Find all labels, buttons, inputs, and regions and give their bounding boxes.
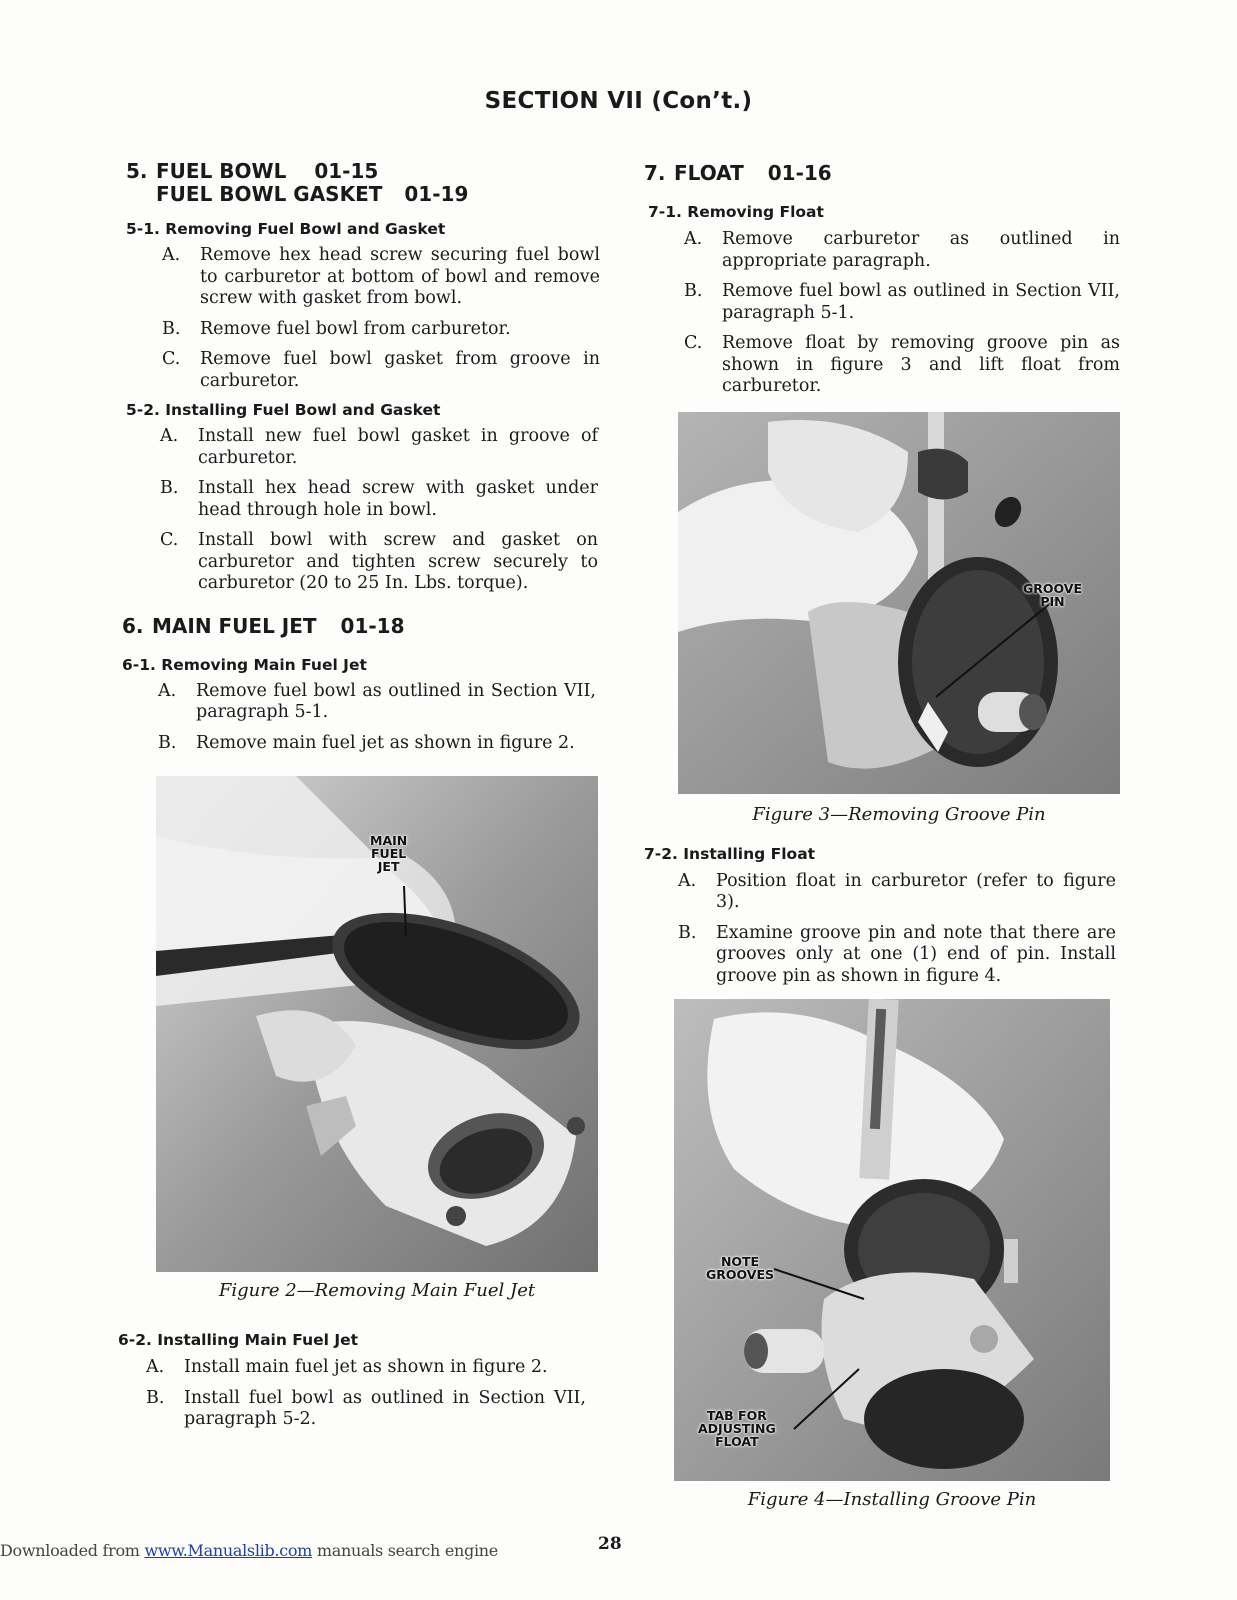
list-item: B. Remove fuel bowl as outlined in Section VII, paragraph 5-1. (684, 281, 1120, 323)
manualslib-link[interactable]: www.Manualslib.com (144, 1541, 313, 1560)
subsection-7-2-heading: 7-2. Installing Float (644, 844, 816, 863)
figure-3-photo (678, 412, 1120, 794)
list-item: B. Remove main fuel jet as shown in figure 2. (158, 732, 575, 753)
list-item: B. Examine groove pin and note that there are grooves only at one (1) end of pin. Install groove pin as shown in figure 4. (678, 922, 1116, 986)
main-fuel-jet-callout: MAIN FUEL JET (370, 833, 408, 874)
tab-adjusting-float-callout: TAB FOR ADJUSTING FLOAT (698, 1408, 776, 1449)
subsection-7-1-heading: 7-1. Removing Float (648, 203, 824, 221)
list-item: C. Install bowl with screw and gasket on carburetor and tighten screw securely to carburetor (20 to 25 In. Lbs. torque). (160, 530, 598, 593)
list-item: B. Remove fuel bowl from carburetor. (162, 318, 511, 339)
figure-2-caption: Figure 2—Removing Main Fuel Jet (218, 1280, 536, 1301)
subsection-6-1-heading: 6-1. Removing Main Fuel Jet (122, 655, 367, 674)
groove-pin-callout: GROOVE PIN (1023, 580, 1083, 609)
figure-4-photo (674, 999, 1110, 1481)
steps-5-2 (156, 426, 598, 595)
section-7-heading: 7. FLOAT 01-16 (644, 161, 832, 185)
page-number: 28 (598, 1534, 622, 1554)
download-footer: Downloaded from www.Manualslib.com manuals search engine (0, 1541, 498, 1560)
figure-4-caption: Figure 4—Installing Groove Pin (747, 1489, 1037, 1510)
list-item: A. Install new fuel bowl gasket in groove of carburetor. (160, 426, 598, 468)
steps-7-2 (674, 871, 1116, 988)
list-item: A. Install main fuel jet as shown in figure 2. (146, 1357, 548, 1377)
figure-2-photo (156, 776, 598, 1272)
list-item: A. Position float in carburetor (refer to figure 3). (678, 870, 1116, 912)
steps-6-1 (154, 681, 596, 755)
subsection-5-2-heading: 5-2. Installing Fuel Bowl and Gasket (126, 401, 441, 419)
list-item: A. Remove fuel bowl as outlined in Section VII, paragraph 5-1. (158, 680, 596, 722)
left-column (120, 160, 608, 1440)
list-item: A. Remove hex head screw securing fuel bowl to carburetor at bottom of bowl and remove screw with gasket from bowl. (162, 245, 600, 308)
steps-5-1 (158, 245, 600, 392)
page-title: SECTION VII (Con’t.) (484, 88, 753, 114)
steps-6-2 (142, 1357, 586, 1431)
section-6-heading: 6. MAIN FUEL JET 01-18 (122, 613, 405, 638)
figure-3-caption: Figure 3—Removing Groove Pin (752, 803, 1046, 825)
list-item: C. Remove float by removing groove pin as shown in figure 3 and lift float from carburetor. (684, 333, 1120, 396)
steps-7-1 (680, 229, 1120, 398)
right-column (644, 160, 1134, 1510)
subsection-5-1-heading: 5-1. Removing Fuel Bowl and Gasket (126, 220, 446, 238)
list-item: B. Install hex head screw with gasket under head through hole in bowl. (160, 478, 598, 520)
section-5-heading: 5. FUEL BOWL 01-15 FUEL BOWL GASKET 01-19 (126, 159, 469, 206)
note-grooves-callout: NOTE GROOVES (706, 1254, 775, 1282)
list-item: A. Remove carburetor as outlined in appropriate paragraph. (684, 229, 1120, 271)
list-item: B. Install fuel bowl as outlined in Section VII, paragraph 5-2. (146, 1387, 586, 1429)
subsection-6-2-heading: 6-2. Installing Main Fuel Jet (118, 1331, 359, 1349)
list-item: C. Remove fuel bowl gasket from groove in carburetor. (162, 349, 600, 391)
